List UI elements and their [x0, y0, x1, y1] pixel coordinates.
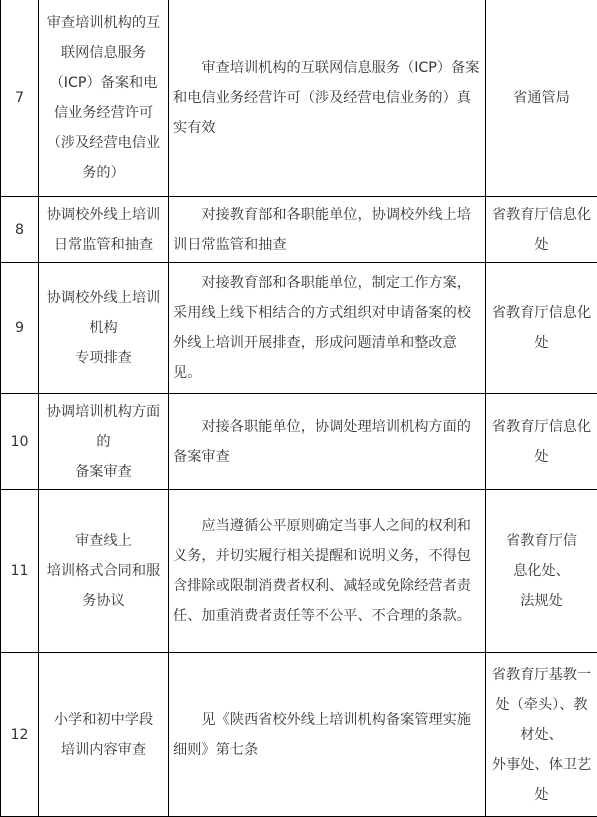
- review-item: 审查线上 培训格式合同和服 务协议: [39, 490, 169, 653]
- review-requirement: 见《陕西省校外线上培训机构备案管理实施细则》第七条: [169, 653, 486, 817]
- table-row: [1, 0, 597, 197]
- review-requirement: 对接教育部和各职能单位，协调校外线上培训日常监管和抽查: [169, 197, 486, 263]
- row-number: 7: [1, 0, 39, 197]
- row-number: 10: [1, 394, 39, 490]
- review-item: 协调培训机构方面 的 备案审查: [39, 394, 169, 490]
- responsible-department: 省教育厅基教一 处（牵头）、教 材处、 外事处、体卫艺 处: [486, 653, 597, 817]
- table-row: [1, 197, 597, 263]
- responsible-department: 省教育厅信息化 处: [486, 394, 597, 490]
- table-row: [1, 394, 597, 490]
- review-item: 协调校外线上培训 机构 专项排查: [39, 263, 169, 394]
- table-row: [1, 263, 597, 394]
- table-row: [1, 653, 597, 817]
- responsible-department: 省教育厅信息化 处: [486, 197, 597, 263]
- responsible-department: 省通管局: [486, 0, 597, 197]
- responsible-department: 省教育厅信 息化处、 法规处: [486, 490, 597, 653]
- review-requirement: 对接各职能单位，协调处理培训机构方面的备案审查: [169, 394, 486, 490]
- responsible-department: 省教育厅信息化 处: [486, 263, 597, 394]
- row-number: 8: [1, 197, 39, 263]
- review-requirement: 审查培训机构的互联网信息服务（ICP）备案和电信业务经营许可（涉及经营电信业务的）真实有效: [169, 0, 486, 197]
- review-requirement: 应当遵循公平原则确定当事人之间的权利和义务，并切实履行相关提醒和说明义务，不得包含排除或限制消费者权利、减轻或免除经营者责任、加重消费者责任等不公平、不合理的条款。: [169, 490, 486, 653]
- review-requirement: 对接教育部和各职能单位，制定工作方案，采用线上线下相结合的方式组织对申请备案的校外线上培训开展排查，形成问题清单和整改意见。: [169, 263, 486, 394]
- review-item: 小学和初中学段 培训内容审查: [39, 653, 169, 817]
- review-item: 协调校外线上培训 日常监管和抽查: [39, 197, 169, 263]
- table-row: [1, 490, 597, 653]
- row-number: 11: [1, 490, 39, 653]
- row-number: 9: [1, 263, 39, 394]
- review-item: 审查培训机构的互 联网信息服务 （ICP）备案和电 信业务经营许可 （涉及经营电信业 务的）: [39, 0, 169, 197]
- row-number: 12: [1, 653, 39, 817]
